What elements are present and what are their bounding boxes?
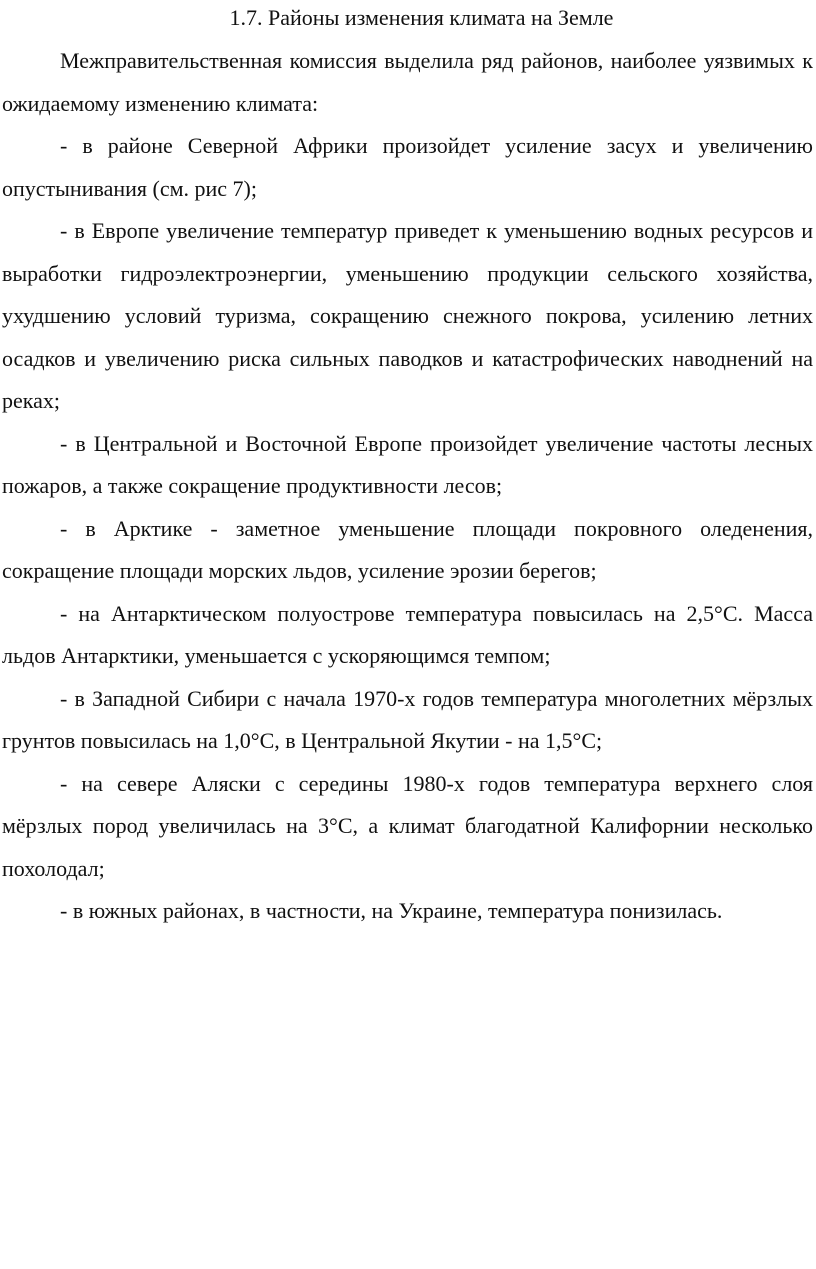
paragraph-arctic: - в Арктике - заметное уменьшение площади покровного оледенения, сокращение площади морских льдов, усиление эрозии берегов; [2,515,813,583]
paragraph-central-eastern-europe: - в Центральной и Восточной Европе произойдет увеличение частоты лесных пожаров, а также сокращение продуктивности лесов; [2,430,813,498]
paragraph-intro: Межправительственная комиссия выделила ряд районов, наиболее уязвимых к ожидаемому изменению климата: [2,48,813,116]
paragraph-alaska: - на севере Аляски с середины 1980-х годов температура верхнего слоя мёрзлых пород увеличилась на 3°С, а климат благодатной Калифорнии несколько похолодал; [2,770,813,881]
document-page [2,0,813,933]
paragraph-west-siberia: - в Западной Сибири с начала 1970-х годов температура многолетних мёрзлых грунтов повысилась на 1,0°С, в Центральной Якутии - на 1,5°С; [2,685,813,753]
paragraph-antarctic: - на Антарктическом полуострове температура повысилась на 2,5°С. Масса льдов Антарктики, уменьшается с ускоряющимся темпом; [2,600,813,668]
paragraph-europe: - в Европе увеличение температур приведет к уменьшению водных ресурсов и выработки гидроэлектроэнергии, уменьшению продукции сельского хозяйства, ухудшению условий туризма, сокращению снежного покрова, усилению летних осадков и увеличению риска сильных паводков и катастрофических наводнений на реках; [2,218,813,413]
paragraph-north-africa: - в районе Северной Африки произойдет усиление засух и увеличению опустынивания (см. рис 7); [2,133,813,201]
section-title: 1.7. Районы изменения климата на Земле [229,5,614,30]
paragraph-south: - в южных районах, в частности, на Украине, температура понизилась. [60,898,723,923]
